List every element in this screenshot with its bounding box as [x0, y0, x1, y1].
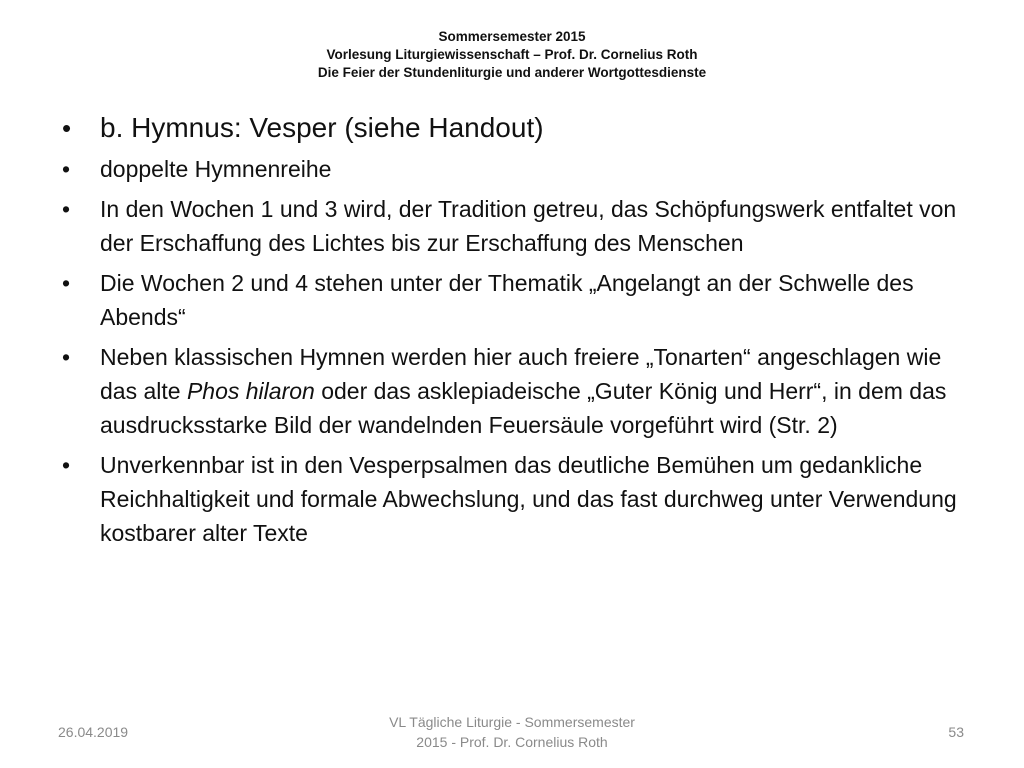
- bullet-item: [60, 266, 960, 334]
- slide-header: [100, 28, 924, 82]
- bullet-item: [60, 152, 960, 186]
- bullet-text: Unverkennbar ist in den Vesperpsalmen das deutliche Bemühen um gedankliche Reichhaltigkeit und formale Abwechslung, und das fast durchweg unter Verwendung kostbarer alter Texte: [100, 452, 957, 546]
- bullet-text: b. Hymnus: Vesper (siehe Handout): [100, 112, 544, 143]
- header-line-semester: Sommersemester 2015: [438, 29, 586, 44]
- bullet-text-part: Neben klassischen Hymnen werden hier auch freiere „Tonarten“ angeschlagen wie das alte: [100, 344, 942, 404]
- footer-title: [362, 712, 662, 752]
- footer-title-line: VL Tägliche Liturgie - Sommersemester: [389, 714, 635, 730]
- bullet-dot-icon: •: [62, 156, 71, 182]
- bullet-text-italic: Phos hilaron: [186, 378, 315, 404]
- header-line-topic: Die Feier der Stundenliturgie und anderer Wortgottesdienste: [317, 65, 707, 80]
- header-line-lecture: Vorlesung Liturgiewissenschaft – Prof. Dr. Cornelius Roth: [326, 47, 698, 62]
- bullet-dot-icon: •: [62, 196, 71, 222]
- bullet-text-part: oder das asklepiadeische „Guter König und Herr“, in dem das ausdrucksstarke Bild der wandelnden Feuersäule vorgeführt wird (Str. 2): [100, 378, 947, 438]
- bullet-dot-icon: •: [62, 270, 71, 296]
- footer-title-line: 2015 - Prof. Dr. Cornelius Roth: [416, 734, 608, 750]
- bullet-item: [60, 340, 960, 442]
- bullet-item: [60, 108, 960, 148]
- bullet-text: In den Wochen 1 und 3 wird, der Tradition getreu, das Schöpfungswerk entfaltet von der Erschaffung des Lichtes bis zur Erschaffung des Menschen: [100, 196, 957, 256]
- bullet-text: Die Wochen 2 und 4 stehen unter der Thematik „Angelangt an der Schwelle des Abends“: [100, 270, 914, 330]
- page-number: 53: [948, 724, 964, 740]
- bullet-dot-icon: •: [62, 344, 71, 370]
- bullet-text: [100, 344, 946, 438]
- bullet-dot-icon: •: [62, 113, 72, 143]
- bullet-item: [60, 448, 960, 550]
- bullet-list: [60, 108, 960, 556]
- bullet-item: [60, 192, 960, 260]
- bullet-text: doppelte Hymnenreihe: [100, 156, 332, 182]
- footer-date: 26.04.2019: [58, 724, 129, 740]
- bullet-dot-icon: •: [62, 452, 71, 478]
